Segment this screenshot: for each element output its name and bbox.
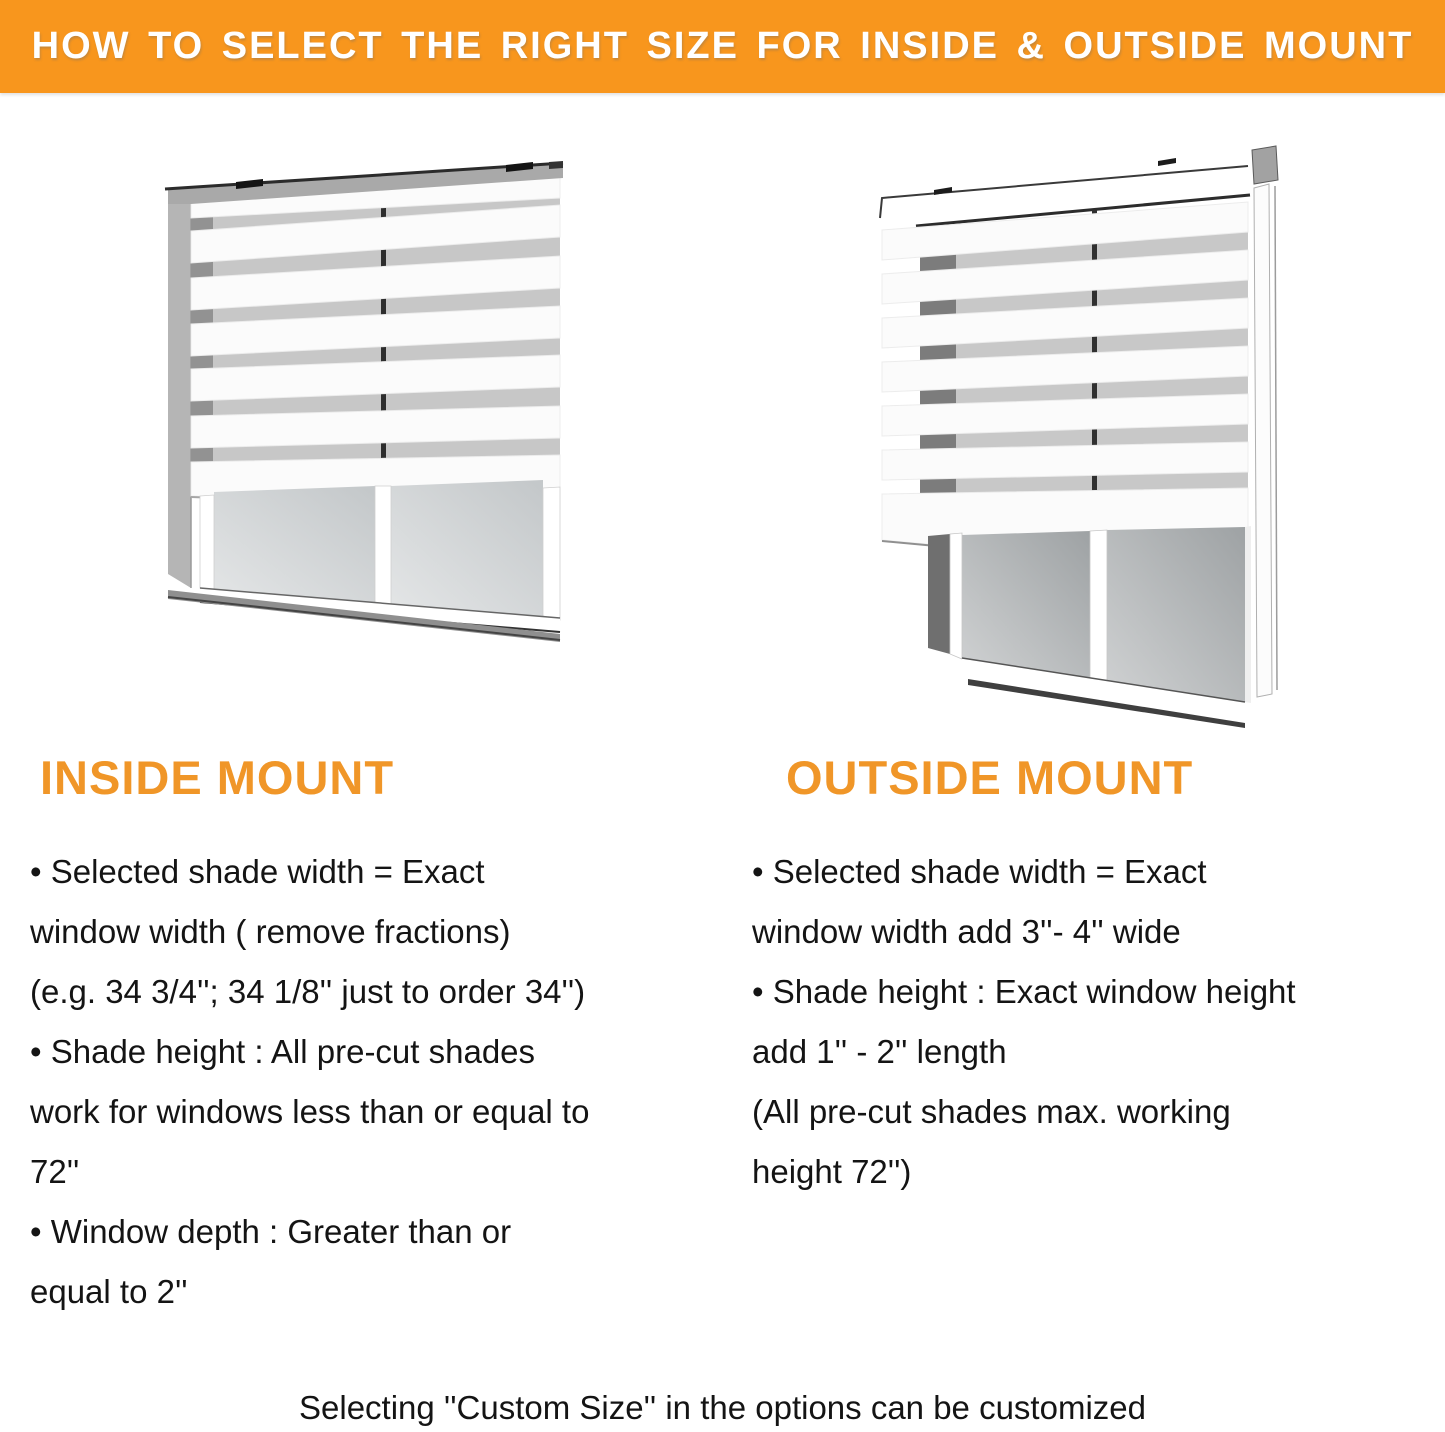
- text-line: height 72''): [752, 1153, 912, 1190]
- text-line: window width add 3''- 4'' wide: [752, 913, 1181, 950]
- text-line: • Window depth : Greater than or: [30, 1213, 512, 1250]
- screw-mark: [934, 187, 952, 195]
- window-sash: [928, 526, 1251, 728]
- window-jamb: [928, 534, 950, 654]
- text-line: • Selected shade width = Exact: [752, 853, 1207, 890]
- text-line: 72'': [30, 1153, 80, 1190]
- outside-mount-heading: OUTSIDE MOUNT: [786, 751, 1194, 804]
- text-line: add 1'' - 2'' length: [752, 1033, 1007, 1070]
- outside-mount-illustration: [868, 138, 1318, 728]
- text-line: • Shade height : All pre-cut shades: [30, 1033, 536, 1070]
- text-line: window width ( remove fractions): [30, 913, 511, 950]
- banner-title: HOW TO SELECT THE RIGHT SIZE FOR INSIDE & OUTSIDE MOUNT: [31, 25, 1414, 67]
- window-frame: [168, 190, 191, 588]
- inside-mount-heading: INSIDE MOUNT: [40, 751, 395, 804]
- window-pane: [214, 486, 375, 604]
- text-line: • Selected shade width = Exact: [30, 853, 485, 890]
- side-rail: [1254, 184, 1277, 697]
- inside-mount-instructions: [30, 842, 730, 1322]
- text-line: equal to 2'': [30, 1273, 188, 1310]
- mount-bracket: [1252, 146, 1278, 184]
- custom-size-note: Selecting ''Custom Size'' in the options can be customized: [299, 1389, 1146, 1426]
- window-pane: [1107, 527, 1245, 702]
- inside-mount-illustration: [163, 158, 565, 642]
- window-pane: [391, 480, 543, 616]
- text-line: • Shade height : Exact window height: [752, 973, 1296, 1010]
- text-line: work for windows less than or equal to: [30, 1093, 590, 1130]
- text-line: (e.g. 34 3/4''; 34 1/8'' just to order 34''): [30, 973, 586, 1010]
- banner: [0, 0, 1445, 93]
- screw-mark: [1158, 158, 1176, 166]
- window-pane: [962, 531, 1090, 678]
- text-line: (All pre-cut shades max. working: [752, 1093, 1231, 1130]
- window-sash: [200, 480, 560, 632]
- outside-mount-instructions: [752, 842, 1442, 1202]
